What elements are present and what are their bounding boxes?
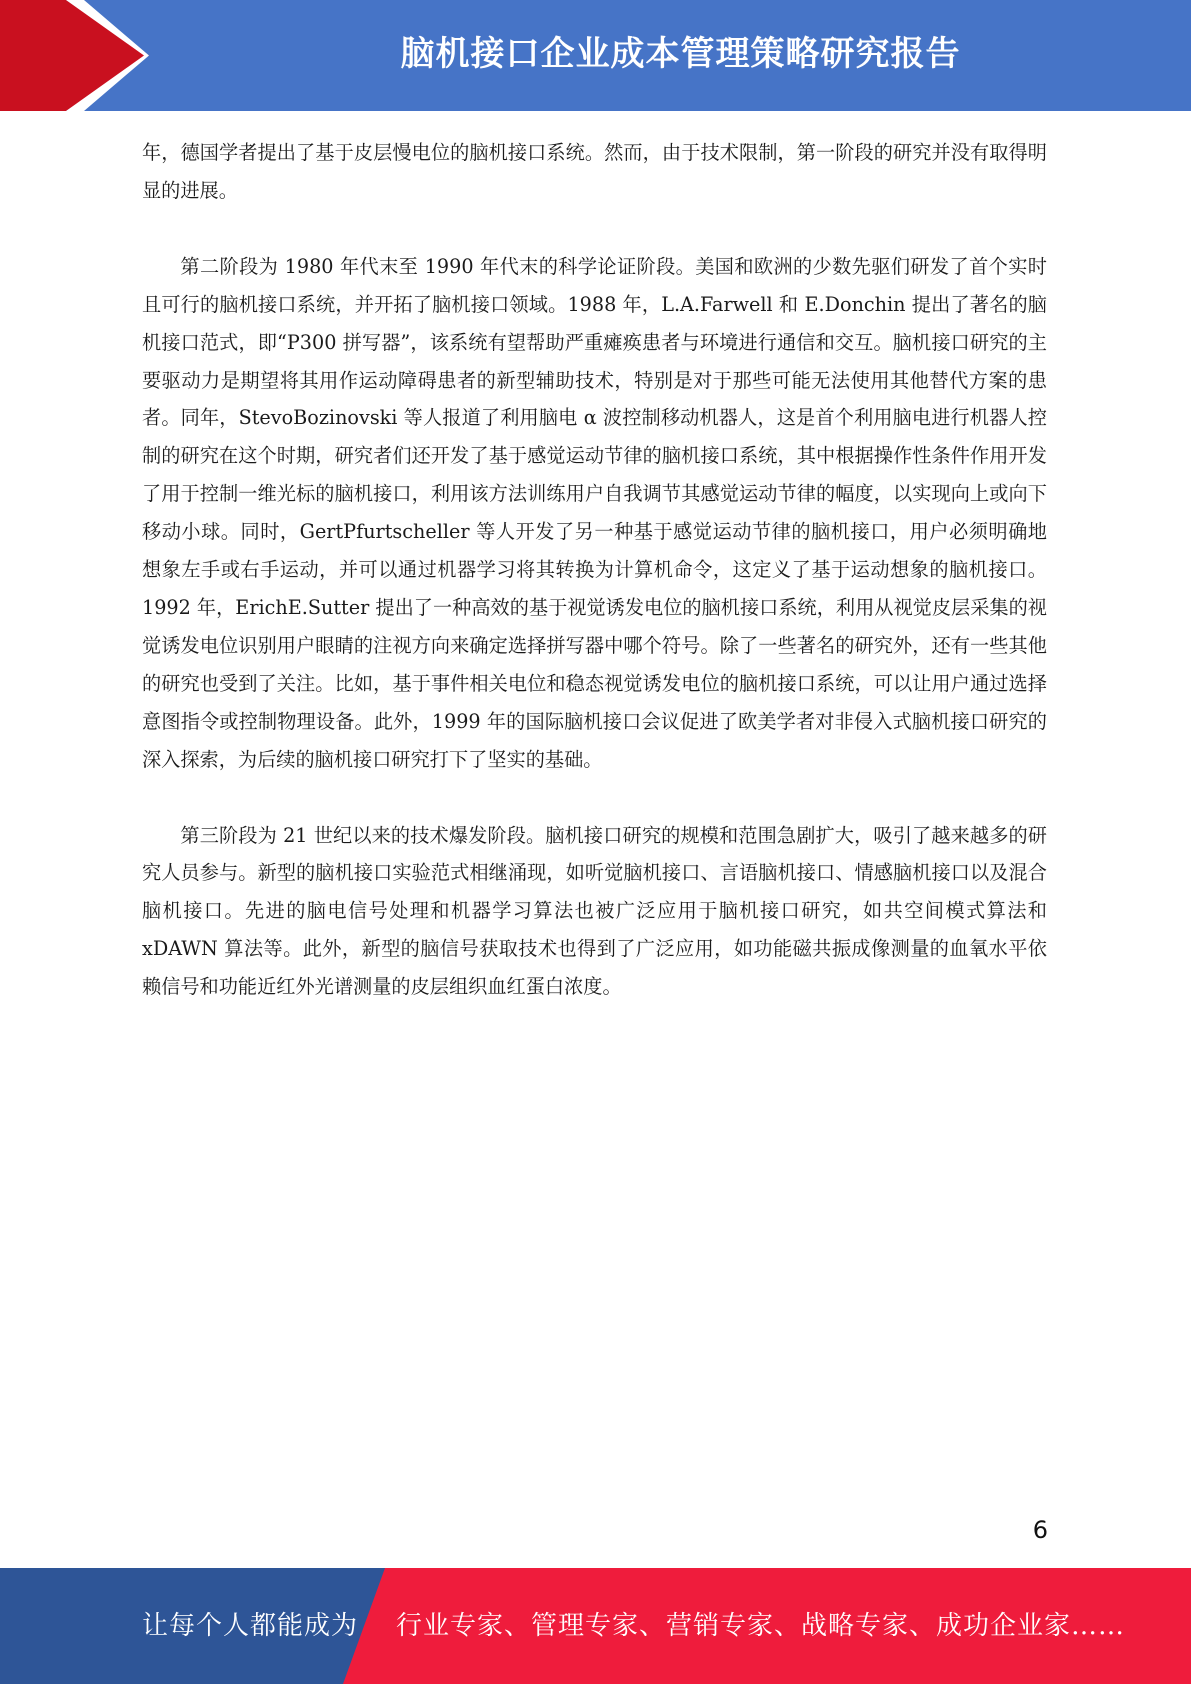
paragraph-3: 第三阶段为 21 世纪以来的技术爆发阶段。脑机接口研究的规模和范围急剧扩大，吸引了越来越多的研究人员参与。新型的脑机接口实验范式相继涌现，如听觉脑机接口、言语脑机接口、情感脑机接口以及混合脑机接口。先进的脑电信号处理和机器学习算法也被广泛应用于脑机接口研究，如共空间模式算法和 xDAWN 算法等。此外，新型的脑信号获取技术也得到了广泛应用，如功能磁共振成像测量的血氧水平依赖信号和功能近红外光谱测量的皮层组织血红蛋白浓度。: [142, 823, 1047, 999]
page-number: 6: [1032, 1516, 1048, 1544]
paragraph-1: 年，德国学者提出了基于皮层慢电位的脑机接口系统。然而，由于技术限制，第一阶段的研究并没有取得明显的进展。: [142, 141, 1047, 202]
footer-slogan-right: 行业专家、管理专家、营销专家、战略专家、成功企业家……: [396, 1611, 1126, 1641]
red-chevron-shape: [0, 0, 149, 111]
header-chevron-decoration: [0, 0, 180, 111]
paragraph-2: 第二阶段为 1980 年代末至 1990 年代末的科学论证阶段。美国和欧洲的少数先驱们研发了首个实时且可行的脑机接口系统，并开拓了脑机接口领域。1988 年，L.A.Farwell 和 E.Donchin 提出了著名的脑机接口范式，即“P300 拼写器”，该系统有望帮助严重瘫痪患者与环境进行通信和交互。脑机接口研究的主要驱动力是期望将其用作运动障碍患者的新型辅助技术，特别是对于那些可能无法使用其他替代方案的患者。同年，StevoBozinovski 等人报道了利用脑电 α 波控制移动机器人，这是首个利用脑电进行机器人控制的研究在这个时期，研究者们还开发了基于感觉运动节律的脑机接口系统，其中根据操作性条件作用开发了用于控制一维光标的脑机接口，利用该方法训练用户自我调节其感觉运动节律的幅度，以实现向上或向下移动小球。同时，GertPfurtscheller 等人开发了另一种基于感觉运动节律的脑机接口，用户必须明确地想象左手或右手运动，并可以通过机器学习将其转换为计算机命令，这定义了基于运动想象的脑机接口。1992 年，ErichE.Sutter 提出了一种高效的基于视觉诱发电位的脑机接口系统，利用从视觉皮层采集的视觉诱发电位识别用户眼睛的注视方向来确定选择拼写器中哪个符号。除了一些著名的研究外，还有一些其他的研究也受到了关注。比如，基于事件相关电位和稳态视觉诱发电位的脑机接口系统，可以让用户通过选择意图指令或控制物理设备。此外，1999 年的国际脑机接口会议促进了欧美学者对非侵入式脑机接口研究的深入探索，为后续的脑机接口研究打下了坚实的基础。: [142, 254, 1047, 771]
header-banner: [0, 0, 1191, 111]
main-content: [142, 134, 1047, 1044]
document-title: 脑机接口企业成本管理策略研究报告: [400, 34, 961, 74]
footer-slogan-left: 让每个人都能成为: [142, 1611, 359, 1641]
footer-banner: [0, 1568, 1191, 1684]
